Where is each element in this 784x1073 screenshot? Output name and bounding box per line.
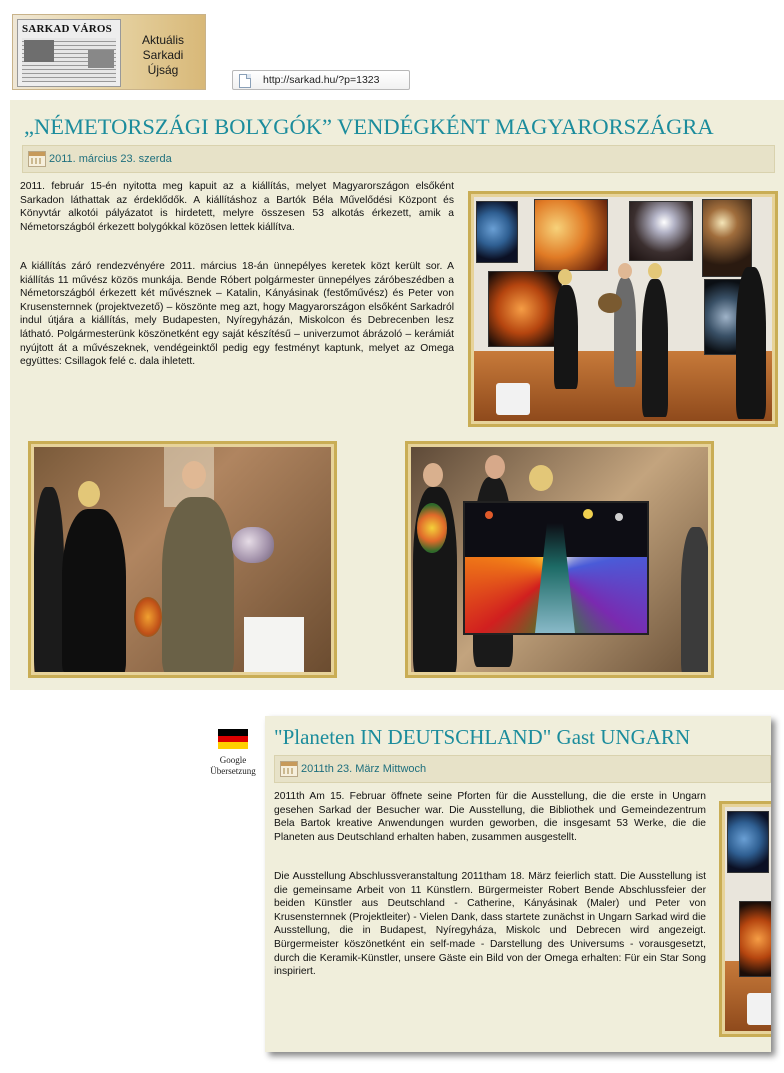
article-title[interactable]: "Planeten IN DEUTSCHLAND" Gast UNGARN (274, 725, 691, 749)
ceremony-photo[interactable] (28, 441, 337, 678)
exhibition-photo[interactable] (719, 801, 771, 1037)
site-logo[interactable] (12, 14, 206, 90)
address-url: http://sarkad.hu/?p=1323 (263, 74, 380, 86)
german-flag-icon[interactable] (218, 729, 248, 749)
logo-masthead: SARKAD VÁROS (22, 23, 112, 35)
calendar-icon (280, 761, 298, 777)
article-date: 2011th 23. März Mittwoch (301, 763, 427, 775)
exhibition-photo[interactable] (468, 191, 778, 427)
painting-handover-photo[interactable] (405, 441, 714, 678)
date-bar (22, 145, 775, 173)
address-bar[interactable] (232, 70, 410, 90)
article-hungarian (10, 100, 784, 690)
article-title[interactable]: „NÉMETORSZÁGI BOLYGÓK” VENDÉGKÉNT MAGYARORSZÁGRA (24, 114, 714, 139)
logo-tagline: Aktuális Sarkadi Újság (141, 33, 185, 77)
google-translation-label[interactable]: Google Übersetzung (210, 755, 256, 776)
article-paragraph: 2011. február 15-én nyitotta meg kapuit az a kiállítás, melyet Magyarországon elsőként Sarkadon láthattak az érdeklődők. A kiállításhoz a Bartók Béla Művelődési Központ és Könyvtár alkotói pályázatot is hirdetett, melyre összesen 53 alkotás érkezett, amik a Németországból érkezett bolygókkal közösen lettek kiállítva. (20, 181, 454, 233)
date-bar (274, 755, 771, 783)
article-paragraph: 2011th Am 15. Februar öffnete seine Pforten für die Ausstellung, die die erste in Ungarn gesehen Sarkad der Besucher war. Die Ausstellung, die Bibliothek und Gemeindezentrum Bela Bartok kreative Anwendungen wurden geworben, die insgesamt 53 Werke, die die Planeten aus Deutschland erhalten haben, zusammen ausgestellt. (274, 791, 706, 843)
calendar-icon (28, 151, 46, 167)
newspaper-graphic (17, 19, 121, 87)
article-paragraph: Die Ausstellung Abschlussveranstaltung 2011tham 18. März feierlich statt. Die Ausstellung ist die gemeinsame Arbeit von 11 Künstlern. Bürgermeister Robert Bende Abschlussfeier der beiden Künstler aus Deutschland - Catherine, Kányásinak (Maler) und Peter von Krusensternnek (Projektleiter) - Vielen Dank, dass startete zunächst in Ungarn Sarkad wird die Ausstellung, die in Budapest, Nyíregyháza, Miskolc und Debrecen wird angezeigt. Bürgermeister köszönetként ein self-made - Darstellung des Universums - vorausgesetzt, durch die Keramik-Künstler, unsere Gäste ein Bild von der Omega erhalten: Für ein Star Song inspiriert. (274, 871, 706, 978)
article-paragraph: A kiállítás záró rendezvényére 2011. március 18-án ünnepélyes keretek közt került sor. A kiállítás 11 művész közös munkája. Bende Róbert polgármester ünnepélyes záróbeszédben a Németországból érkezett két művésznek – Katalin, Kányásinak (festőművész) és Peter von Krusensternnek (projektvezető) – köszönte meg azt, hogy Magyarországon elsőként Sarkadról indul útjára a kiállítás, mely Budapesten, Nyíregyházán, Miskolcon és Debrecenben lesz látható. Polgármesterünk köszönetként egy saját készítésű – univerzumot ábrázoló – kerámiát nyújtott át a művészeknek, vendégeinktől pedig egy festményt kaptunk, melyet az Omega együttes: Csillagok felé c. dala ihletett. (20, 261, 454, 368)
article-german (265, 716, 771, 1052)
article-date: 2011. március 23. szerda (49, 153, 172, 165)
page-icon (239, 74, 251, 88)
